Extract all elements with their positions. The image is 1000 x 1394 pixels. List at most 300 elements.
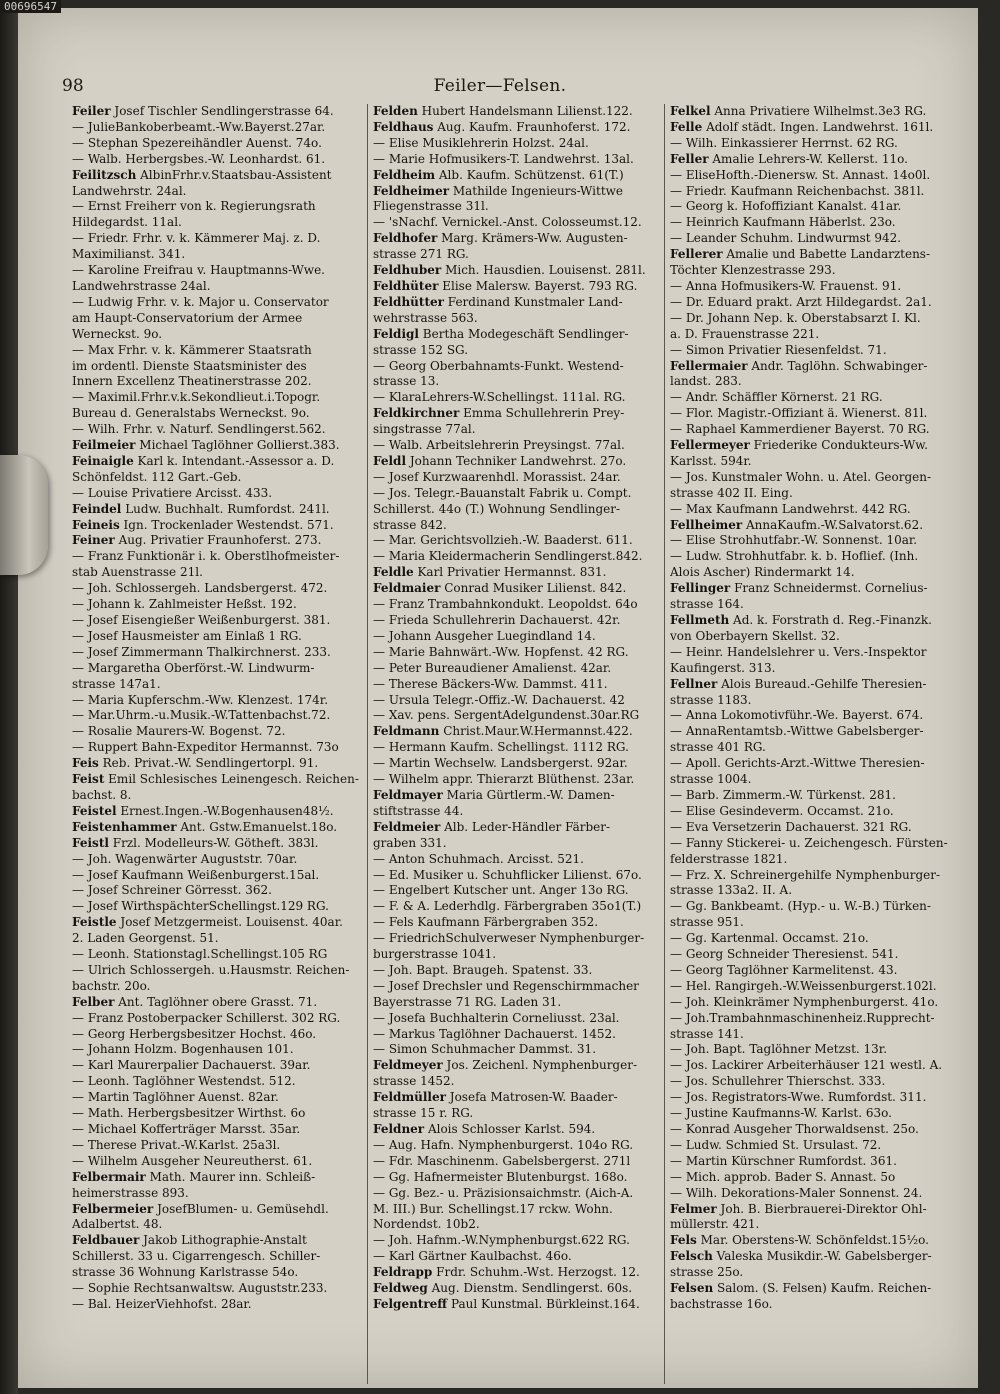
directory-entry (670, 406, 960, 422)
entry-surname: Feldheimer (373, 183, 450, 198)
entry-text: — Maximil.Frhr.v.k.Sekondlieut.i.Topogr. (72, 390, 321, 405)
entry-text: — Johann k. Zahlmeister Heßst. 192. (72, 597, 297, 612)
entry-text: Nordendst. 10b2. (373, 1217, 480, 1232)
directory-entry (373, 629, 663, 645)
entry-text: — Xav. pens. SergentAdelgundenst.30ar.RG (373, 708, 640, 723)
directory-entry (670, 1138, 960, 1154)
directory-entry (670, 136, 960, 152)
directory-entry (670, 184, 960, 200)
entry-text: Alois Ascher) Rindermarkt 14. (670, 565, 855, 580)
directory-entry (373, 279, 663, 295)
directory-entry (670, 390, 960, 406)
directory-entry (72, 1281, 362, 1297)
directory-entry (373, 168, 663, 184)
entry-surname: Feineis (72, 517, 120, 532)
entry-text: stiftstrasse 44. (373, 803, 464, 818)
directory-entry (670, 979, 960, 995)
entry-text: Aug. Privatier Fraunhoferst. 273. (114, 533, 322, 548)
directory-entry (373, 486, 663, 502)
entry-text: Math. Maurer inn. Schleiß- (145, 1169, 316, 1184)
directory-entry (670, 359, 960, 375)
column-divider (664, 104, 665, 1384)
directory-entry (373, 247, 663, 263)
entry-surname: Feindel (72, 501, 122, 516)
directory-entry (373, 836, 663, 852)
directory-entry (373, 549, 663, 565)
directory-entry (670, 772, 960, 788)
directory-entry (670, 549, 960, 565)
entry-surname: Feistle (72, 915, 117, 930)
entry-text: Josef Tischler Sendlingerstrasse 64. (110, 104, 334, 118)
entry-text: felderstrasse 1821. (670, 851, 788, 866)
directory-entry (373, 359, 663, 375)
entry-text: — Josef WirthspächterSchellingst.129 RG. (72, 899, 329, 914)
binder-clip (0, 455, 48, 575)
entry-text: Aug. Dienstm. Sendlingerst. 60s. (427, 1281, 633, 1296)
directory-entry (373, 915, 663, 931)
entry-text: — Peter Bureaudiener Amalienst. 42ar. (373, 660, 612, 675)
entry-surname: Feldl (373, 453, 407, 468)
directory-entry (670, 1154, 960, 1170)
directory-entry (670, 931, 960, 947)
directory-entry (373, 136, 663, 152)
entry-text: — Apoll. Gerichts-Arzt.-Wittwe Theresien- (670, 756, 925, 771)
entry-surname: Feilmeier (72, 438, 136, 453)
directory-entry (373, 215, 663, 231)
entry-text: — Max Frhr. v. k. Kämmerer Staatsrath (72, 342, 312, 357)
entry-text: Bertha Modegeschäft Sendlinger- (418, 326, 629, 341)
entry-surname: Feldbauer (72, 1233, 140, 1248)
entry-text: — Franz Trambahnkondukt. Leopoldst. 64o (373, 597, 638, 612)
entry-text: — Gg. Kartenmal. Occamst. 21o. (670, 931, 869, 946)
directory-entry (670, 454, 960, 470)
directory-entry (373, 311, 663, 327)
entry-text: Fliegenstrasse 31l. (373, 199, 489, 214)
directory-entry (373, 470, 663, 486)
directory-entry (373, 772, 663, 788)
entry-surname: Fellinger (670, 581, 731, 596)
entry-text: Andr. Taglöhn. Schwabinger- (747, 358, 928, 373)
directory-entry (373, 613, 663, 629)
directory-entry (670, 788, 960, 804)
entry-text: — Joh. Hafnm.-W.Nymphenburgst.622 RG. (373, 1233, 630, 1248)
entry-text: strasse 951. (670, 915, 744, 930)
directory-entry (72, 1233, 362, 1249)
entry-text: — Franz Funktionär i. k. Oberstlhofmeister- (72, 549, 340, 564)
directory-entry (72, 836, 362, 852)
directory-entry (72, 454, 362, 470)
entry-surname: Felkel (670, 104, 711, 118)
directory-entry (373, 677, 663, 693)
directory-entry (72, 136, 362, 152)
directory-entry (670, 629, 960, 645)
directory-entry (373, 1186, 663, 1202)
directory-entry (670, 1202, 960, 1218)
entry-text: — Ruppert Bahn-Expeditor Hermannst. 73o (72, 740, 339, 755)
entry-surname: Feldkirchner (373, 406, 460, 421)
entry-text: — Josef Kurzwaarenhdl. Morassist. 24ar. (373, 469, 621, 484)
entry-text: — Friedr. Frhr. v. k. Kämmerer Maj. z. D. (72, 231, 321, 246)
directory-entry (670, 899, 960, 915)
directory-entry (670, 868, 960, 884)
entry-text: Alois Schlosser Karlst. 594. (424, 1122, 596, 1136)
entry-text: — Elise Musiklehrerin Holzst. 24al. (373, 135, 589, 150)
entry-text: 2. Laden Georgenst. 51. (72, 931, 219, 946)
entry-text: — Martin Taglöhner Auenst. 82ar. (72, 1090, 279, 1105)
page-number: 98 (62, 76, 84, 96)
directory-entry (72, 868, 362, 884)
directory-entry (670, 1090, 960, 1106)
directory-entry (373, 1154, 663, 1170)
entry-text: — Eva Versetzerin Dachauerst. 321 RG. (670, 819, 912, 834)
entry-text: — Georg Oberbahnamts-Funkt. Westend- (373, 358, 624, 373)
entry-text: Innern Excellenz Theatinerstrasse 202. (72, 374, 312, 389)
entry-surname: Feistl (72, 835, 109, 850)
directory-entry (670, 883, 960, 899)
directory-entry (670, 1281, 960, 1297)
entry-text: Josef Metzgermeist. Louisenst. 40ar. (116, 915, 343, 930)
entry-text: — Josef Schreiner Görresst. 362. (72, 883, 272, 898)
directory-entry (72, 152, 362, 168)
directory-entry (373, 899, 663, 915)
directory-entry (373, 661, 663, 677)
entry-surname: Fels (670, 1233, 697, 1248)
directory-entry (72, 295, 362, 311)
entry-text: — Josefa Buchhalterin Corneliusst. 23al. (373, 1010, 620, 1025)
entry-surname: Feiner (72, 533, 115, 548)
directory-entry (373, 820, 663, 836)
entry-text: AnnaKaufm.-W.Salvatorst.62. (742, 517, 924, 532)
entry-text: strasse 402 II. Eing. (670, 485, 793, 500)
directory-entry (72, 1027, 362, 1043)
entry-text: — Martin Wechselw. Landsbergerst. 92ar. (373, 756, 628, 771)
directory-entry (670, 836, 960, 852)
entry-text: — Ed. Musiker u. Schuhflicker Lilienst. 67o. (373, 867, 642, 882)
entry-text: — Markus Taglöhner Dachauerst. 1452. (373, 1026, 616, 1041)
directory-entry (373, 693, 663, 709)
directory-entry (72, 359, 362, 375)
entry-surname: Fellner (670, 676, 718, 691)
entry-text: Mich. Hausdien. Louisenst. 281l. (441, 263, 646, 278)
entry-text: bachstrasse 16o. (670, 1296, 773, 1311)
entry-surname: Feldhütter (373, 294, 444, 309)
entry-text: strasse 15 r. RG. (373, 1106, 474, 1121)
entry-text: — Frz. X. Schreinergehilfe Nymphenburger- (670, 867, 941, 882)
directory-entry (72, 1058, 362, 1074)
directory-entry (72, 581, 362, 597)
entry-text: Conrad Musiker Lilienst. 842. (440, 581, 627, 596)
directory-entry (373, 390, 663, 406)
entry-text: Schillerst. 44o (T.) Wohnung Sendlinger- (373, 501, 621, 516)
directory-entry (72, 470, 362, 486)
directory-entry (72, 1202, 362, 1218)
entry-text: — Fdr. Maschinenm. Gabelsbergerst. 271l (373, 1153, 631, 1168)
entry-text: am Haupt-Conservatorium der Armee (72, 310, 303, 325)
directory-entry (72, 231, 362, 247)
entry-text: Karl k. Intendant.-Assessor a. D. (133, 453, 335, 468)
entry-text: — Frieda Schullehrerin Dachauerst. 42r. (373, 613, 621, 627)
directory-entry (373, 1042, 663, 1058)
directory-entry (373, 374, 663, 390)
entry-text: singstrasse 77al. (373, 422, 476, 437)
directory-entry (670, 1106, 960, 1122)
entry-text: — Konrad Ausgeher Thorwaldsenst. 25o. (670, 1122, 919, 1136)
directory-entry (670, 693, 960, 709)
entry-text: — Heinr. Handelslehrer u. Vers.-Inspektor (670, 644, 927, 659)
directory-entry (72, 708, 362, 724)
directory-entry (72, 724, 362, 740)
entry-text: — Hermann Kaufm. Schellingst. 1112 RG. (373, 740, 629, 755)
entry-text: — Anton Schuhmach. Arcisst. 521. (373, 851, 584, 866)
directory-entry (373, 868, 663, 884)
entry-surname: Fellmeth (670, 613, 730, 627)
entry-text: landst. 283. (670, 374, 742, 389)
entry-text: Valeska Musikdir.-W. Gabelsberger- (712, 1249, 932, 1264)
directory-entry (72, 677, 362, 693)
directory-entry (670, 804, 960, 820)
entry-surname: Feldheim (373, 167, 436, 182)
directory-entry (373, 454, 663, 470)
directory-entry (72, 979, 362, 995)
entry-text: — Maria Kupferschm.-Ww. Klenzest. 174r. (72, 692, 329, 707)
entry-text: Bayerstrasse 71 RG. Laden 31. (373, 994, 562, 1009)
directory-entry (670, 104, 960, 120)
directory-entry (72, 1154, 362, 1170)
entry-text: burgerstrasse 1041. (373, 947, 497, 962)
directory-entry (670, 708, 960, 724)
entry-surname: Feist (72, 772, 105, 787)
directory-entry (670, 1297, 960, 1313)
directory-entry (72, 1217, 362, 1233)
entry-text: Emil Schlesisches Leinengesch. Reichen- (104, 772, 359, 787)
entry-text: strasse 164. (670, 597, 744, 612)
directory-entry (670, 343, 960, 359)
entry-surname: Feldmann (373, 724, 440, 739)
entry-text: — Johann Holzm. Bogenhausen 101. (72, 1042, 294, 1057)
directory-entry (72, 549, 362, 565)
entry-text: — Josef Hausmeister am Einlaß 1 RG. (72, 628, 302, 643)
entry-text: — Stephan Spezereihändler Auenst. 74o. (72, 135, 322, 150)
entry-text: — EliseHofth.-Dienersw. St. Annast. 14o0l. (670, 167, 931, 182)
directory-entry (373, 199, 663, 215)
directory-entry (373, 1217, 663, 1233)
entry-text: Alb. Leder-Händler Färber- (440, 819, 611, 834)
entry-text: Emma Schullehrerin Prey- (459, 406, 625, 421)
entry-text: — Leonh. Stationstagl.Schellingst.105 RG (72, 947, 328, 962)
directory-entry (373, 120, 663, 136)
directory-entry (72, 486, 362, 502)
entry-text: — Jos. Kunstmaler Wohn. u. Atel. Georgen- (670, 469, 932, 484)
entry-text: — Wilh. Frhr. v. Naturf. Sendlingerst.562. (72, 422, 326, 437)
entry-text: Schönfeldst. 112 Gart.-Geb. (72, 469, 242, 484)
entry-text: strasse 401 RG. (670, 740, 766, 755)
entry-text: — F. & A. Lederhdlg. Färbergraben 35o1(T.) (373, 899, 642, 914)
directory-entry (373, 104, 663, 120)
directory-entry (72, 374, 362, 390)
entry-text: — Wilh. Einkassierer Herrnst. 62 RG. (670, 135, 898, 150)
entry-text: Salom. (S. Felsen) Kaufm. Reichen- (713, 1281, 932, 1296)
directory-entry (670, 740, 960, 756)
entry-text: — Jos. Telegr.-Bauanstalt Fabrik u. Compt. (373, 485, 632, 500)
entry-text: Mathilde Ingenieurs-Wittwe (449, 183, 624, 198)
directory-entry (72, 311, 362, 327)
entry-text: — Georg Schneider Theresienst. 541. (670, 947, 899, 962)
entry-text: — Hel. Rangirgeh.-W.Weissenburgerst.102l. (670, 978, 937, 993)
directory-entry (373, 1233, 663, 1249)
directory-entry (72, 215, 362, 231)
entry-text: — KlaraLehrers-W.Schellingst. 111al. RG. (373, 390, 626, 405)
entry-surname: Fellheimer (670, 517, 743, 532)
entry-text: — Josef Drechsler und Regenschirmmacher (373, 978, 639, 993)
entry-text: Werneckst. 9o. (72, 326, 163, 341)
directory-entry (72, 661, 362, 677)
entry-text: graben 331. (373, 835, 447, 850)
entry-text: — Rosalie Maurers-W. Bogenst. 72. (72, 724, 286, 739)
directory-entry (373, 295, 663, 311)
directory-entry (373, 422, 663, 438)
directory-entry (72, 772, 362, 788)
directory-entry (373, 852, 663, 868)
entry-text: — Josef Kaufmann Weißenburgerst.15al. (72, 867, 320, 882)
entry-text: Adolf städt. Ingen. Landwehrst. 161l. (702, 119, 934, 134)
directory-entry (670, 677, 960, 693)
entry-text: Landwehrstrasse 24al. (72, 278, 211, 293)
directory-entry (373, 343, 663, 359)
directory-entry (670, 199, 960, 215)
entry-text: strasse 842. (373, 517, 447, 532)
directory-entry (72, 422, 362, 438)
entry-text: Ferdinand Kunstmaler Land- (443, 294, 623, 309)
directory-entry (373, 788, 663, 804)
directory-entry (373, 263, 663, 279)
entry-text: — Dr. Johann Nep. k. Oberstabsarzt I. Kl. (670, 310, 921, 325)
directory-entry (670, 724, 960, 740)
entry-text: — Elise Gesindeverm. Occamst. 21o. (670, 803, 894, 818)
entry-text: — Joh. Wagenwärter Auguststr. 70ar. (72, 851, 298, 866)
directory-entry (670, 518, 960, 534)
entry-text: — Gg. Bankbeamt. (Hyp.- u. W.-B.) Türken- (670, 899, 931, 914)
directory-entry (670, 820, 960, 836)
entry-text: — Dr. Eduard prakt. Arzt Hildegardst. 2a1. (670, 294, 932, 309)
directory-entry (72, 1138, 362, 1154)
directory-entry (670, 1265, 960, 1281)
directory-entry (72, 1249, 362, 1265)
entry-text: Franz Schneidermst. Cornelius- (730, 581, 928, 596)
directory-entry (72, 438, 362, 454)
entry-surname: Feis (72, 756, 99, 771)
directory-entry (670, 1074, 960, 1090)
directory-entry (373, 756, 663, 772)
directory-entry (670, 152, 960, 168)
directory-entry (72, 788, 362, 804)
entry-text: Amalie und Babette Landarztens- (722, 247, 931, 262)
entry-surname: Feistenhammer (72, 819, 177, 834)
entry-text: Ign. Trockenlader Westendst. 571. (119, 517, 334, 532)
column-divider (367, 104, 368, 1384)
entry-text: Amalie Lehrers-W. Kellerst. 11o. (708, 151, 908, 166)
directory-entry (72, 693, 362, 709)
entry-text: strasse 147a1. (72, 676, 161, 691)
entry-text: Karl Privatier Hermannst. 831. (413, 565, 607, 580)
directory-entry (72, 1122, 362, 1138)
entry-surname: Feistel (72, 803, 117, 818)
directory-entry (72, 263, 362, 279)
entry-surname: Feller (670, 151, 709, 166)
entry-text: — Karl Maurerpalier Dachauerst. 39ar. (72, 1058, 311, 1073)
entry-surname: Felgentreff (373, 1296, 448, 1311)
entry-text: — Therese Privat.-W.Karlst. 25a3l. (72, 1137, 281, 1152)
directory-entry (670, 168, 960, 184)
directory-entry (670, 1217, 960, 1233)
entry-surname: Feldrapp (373, 1265, 433, 1280)
scan-id: 00696547 (0, 0, 61, 13)
entry-text: — Ernst Freiherr von k. Regierungsrath (72, 199, 316, 214)
entry-text: — AnnaRentamtsb.-Wittwe Gabelsberger- (670, 724, 924, 739)
entry-text: strasse 133a2. II. A. (670, 883, 793, 898)
entry-surname: Feldweg (373, 1281, 428, 1296)
entry-text: strasse 1004. (670, 772, 752, 787)
directory-entry (373, 184, 663, 200)
directory-entry (373, 724, 663, 740)
entry-text: — Georg Taglöhner Karmelitenst. 43. (670, 962, 898, 977)
directory-entry (670, 215, 960, 231)
directory-entry (72, 1297, 362, 1313)
directory-entry (670, 263, 960, 279)
directory-entry (670, 533, 960, 549)
directory-entry (373, 1170, 663, 1186)
directory-entry (72, 820, 362, 836)
entry-text: — Leander Schuhm. Lindwurmst 942. (670, 231, 902, 246)
entry-text: stab Auenstrasse 21l. (72, 565, 203, 580)
directory-entry (373, 1074, 663, 1090)
directory-entry (670, 311, 960, 327)
entry-text: bachst. 8. (72, 787, 132, 802)
entry-text: Ad. k. Forstrath d. Reg.-Finanzk. (729, 613, 932, 627)
directory-entry (373, 438, 663, 454)
entry-surname: Felle (670, 119, 703, 134)
entry-text: — Simon Schuhmacher Dammst. 31. (373, 1042, 597, 1057)
directory-entry (373, 1090, 663, 1106)
entry-text: — Marie Hofmusikers-T. Landwehrst. 13al. (373, 151, 634, 166)
directory-entry (670, 422, 960, 438)
directory-entry (72, 1186, 362, 1202)
entry-text: — Leonh. Taglöhner Westendst. 512. (72, 1074, 296, 1089)
directory-entry (373, 740, 663, 756)
entry-text: — Michael Kofferträger Marsst. 35ar. (72, 1122, 301, 1136)
directory-entry (72, 645, 362, 661)
directory-entry (373, 1202, 663, 1218)
entry-text: — Anna Hofmusikers-W. Frauenst. 91. (670, 278, 902, 293)
entry-text: Ant. Taglöhner obere Grasst. 71. (114, 994, 318, 1009)
directory-entry (670, 470, 960, 486)
entry-text: — Jos. Lackirer Arbeiterhäuser 121 westl. A. (670, 1058, 943, 1073)
entry-surname: Feldle (373, 565, 414, 580)
entry-text: Maria Gürtlerm.-W. Damen- (442, 787, 615, 802)
entry-text: Michael Taglöhner Gollierst.383. (135, 438, 340, 453)
entry-text: — Barb. Zimmerm.-W. Türkenst. 281. (670, 787, 896, 802)
entry-text: — Joh.Trambahnmaschinenheiz.Rupprecht- (670, 1010, 935, 1025)
entry-text: Joh. B. Bierbrauerei-Direktor Ohl- (716, 1201, 927, 1216)
directory-entry (670, 613, 960, 629)
entry-text: strasse 141. (670, 1026, 744, 1041)
directory-entry (72, 1265, 362, 1281)
entry-text: wehrstrasse 563. (373, 310, 478, 325)
entry-text: — Walb. Herbergsbes.-W. Leonhardst. 61. (72, 151, 326, 166)
entry-text: — Georg Herbergsbesitzer Hochst. 46o. (72, 1026, 317, 1041)
entry-text: Adalbertst. 48. (72, 1217, 163, 1232)
directory-entry (72, 104, 362, 120)
entry-surname: Feldhofer (373, 231, 438, 246)
